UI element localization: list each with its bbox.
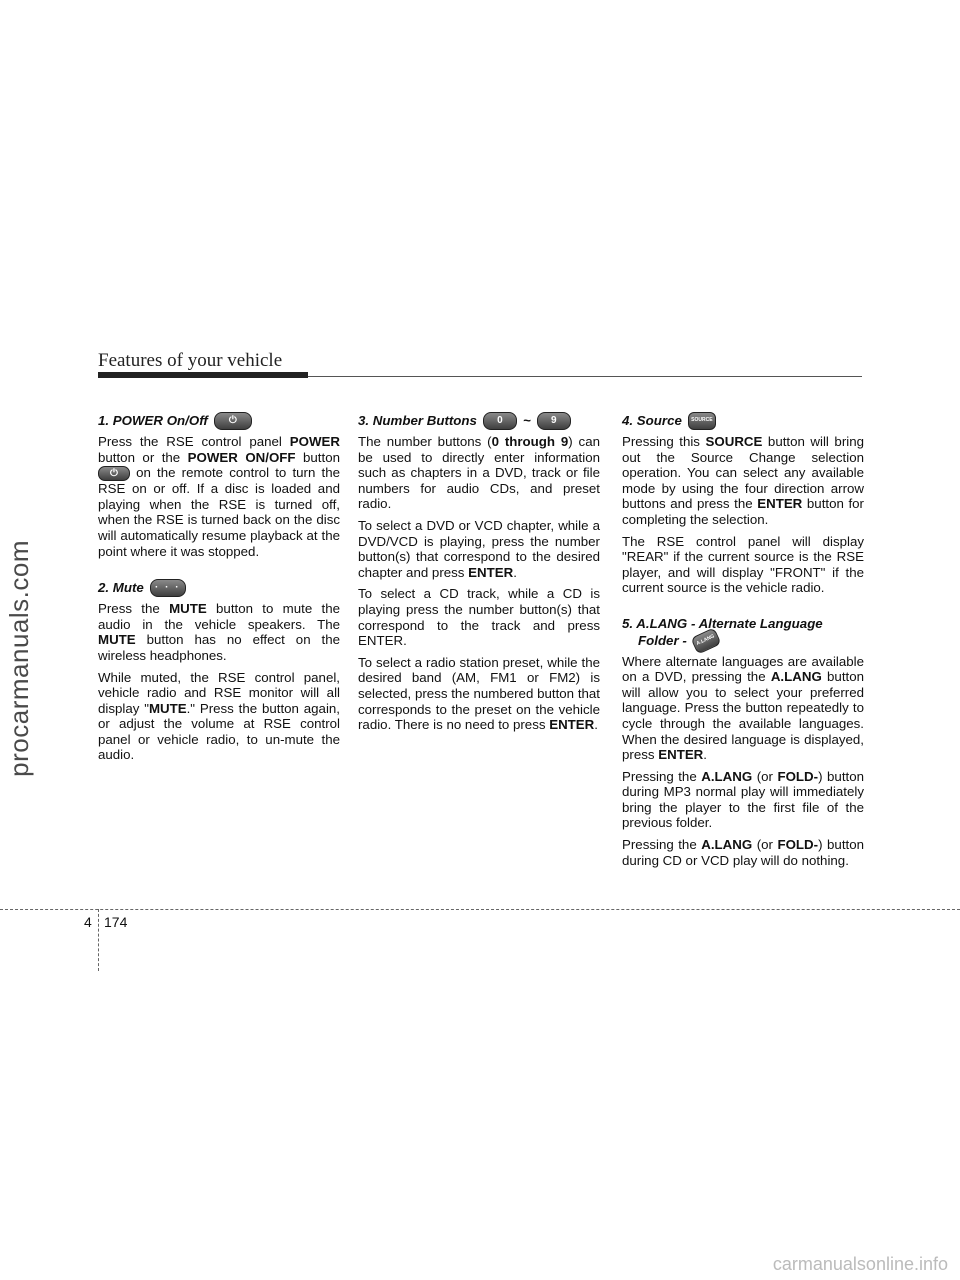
power-paragraph: Press the RSE control panel POWER button or the POWER ON/OFF button ⏻ on the remote control to turn the RSE on or off. If a disc is loaded and playing when the RSE is turned off, when the RSE is turned back on the disc will automatically resume playback at the point where it was stopped. — [98, 434, 340, 559]
section-title-numbers: 3. Number Buttons 0 ~ 9 — [358, 412, 600, 430]
source-paragraph-1: Pressing this SOURCE button will bring out the Source Change selection operation. You can select any available mode by using the four direction arrow buttons and press the ENTER button for completing the selection. — [622, 434, 864, 527]
alang-paragraph-1: Where alternate languages are available on a DVD, pressing the A.LANG button will allow you to select your preferred language. Press the button repeatedly to cycle through the available languages. When the desired language is displayed, press ENTER. — [622, 653, 864, 763]
footer-divider — [98, 909, 99, 971]
numbers-paragraph-2: To select a DVD or VCD chapter, while a DVD/VCD is playing, press the number button(s) that correspond to the desired chapter and press ENTER. — [358, 517, 600, 580]
source-paragraph-2: The RSE control panel will display "REAR" if the current source is the RSE player, and will display "FRONT" if the current source is the vehicle radio. — [622, 533, 864, 596]
section-title-source: 4. Source SOURCE — [622, 412, 864, 430]
mute-paragraph-2: While muted, the RSE control panel, vehicle radio and RSE monitor will all display "MUTE." Press the button again, or adjust the volume at RSE control panel or vehicle radio, to un-mute the audio. — [98, 669, 340, 763]
numbers-paragraph-1: The number buttons (0 through 9) can be used to directly enter information such as chapters in a DVD, track or file numbers for audio CDs, and preset radio. — [358, 434, 600, 512]
side-watermark: procarmanuals.com — [4, 540, 34, 777]
footer-watermark: carmanualsonline.info — [772, 1254, 948, 1274]
alang-button-icon: A.LANG — [690, 627, 721, 654]
source-button-icon: SOURCE — [688, 412, 716, 430]
chapter-number: 4 — [84, 914, 92, 930]
mute-button-icon: · · · — [150, 579, 186, 597]
page-header-title: Features of your vehicle — [98, 350, 283, 371]
remote-power-button-icon: ⏻ — [98, 466, 130, 481]
power-button-icon: ⏻ — [214, 412, 252, 430]
number-9-button-icon: 9 — [537, 412, 571, 430]
section-title-power: 1. POWER On/Off ⏻ — [98, 412, 340, 430]
column-2 — [358, 412, 600, 739]
number-0-button-icon: 0 — [483, 412, 517, 430]
alang-paragraph-2: Pressing the A.LANG (or FOLD-) button during MP3 normal play will immediately bring the player to the first file of the previous folder. — [622, 768, 864, 831]
section-title-alang: 5. A.LANG - Alternate Language Folder - A.LANG — [622, 616, 864, 650]
alang-paragraph-3: Pressing the A.LANG (or FOLD-) button during CD or VCD play will do nothing. — [622, 837, 864, 868]
header-rule-accent — [98, 372, 308, 378]
section-title-mute: 2. Mute · · · — [98, 579, 340, 597]
column-1 — [98, 412, 340, 769]
mute-paragraph-1: Press the MUTE button to mute the audio in the vehicle speakers. The MUTE button has no effect on the wireless headphones. — [98, 601, 340, 663]
footer-rule — [0, 909, 960, 910]
numbers-paragraph-4: To select a radio station preset, while the desired band (AM, FM1 or FM2) is selected, press the numbered button that corresponds to the preset on the vehicle radio. There is no need to press ENTER. — [358, 654, 600, 733]
numbers-paragraph-3: To select a CD track, while a CD is playing press the number button(s) that correspond to the track and press ENTER. — [358, 586, 600, 649]
page-number: 174 — [104, 914, 128, 930]
column-3 — [622, 412, 864, 874]
